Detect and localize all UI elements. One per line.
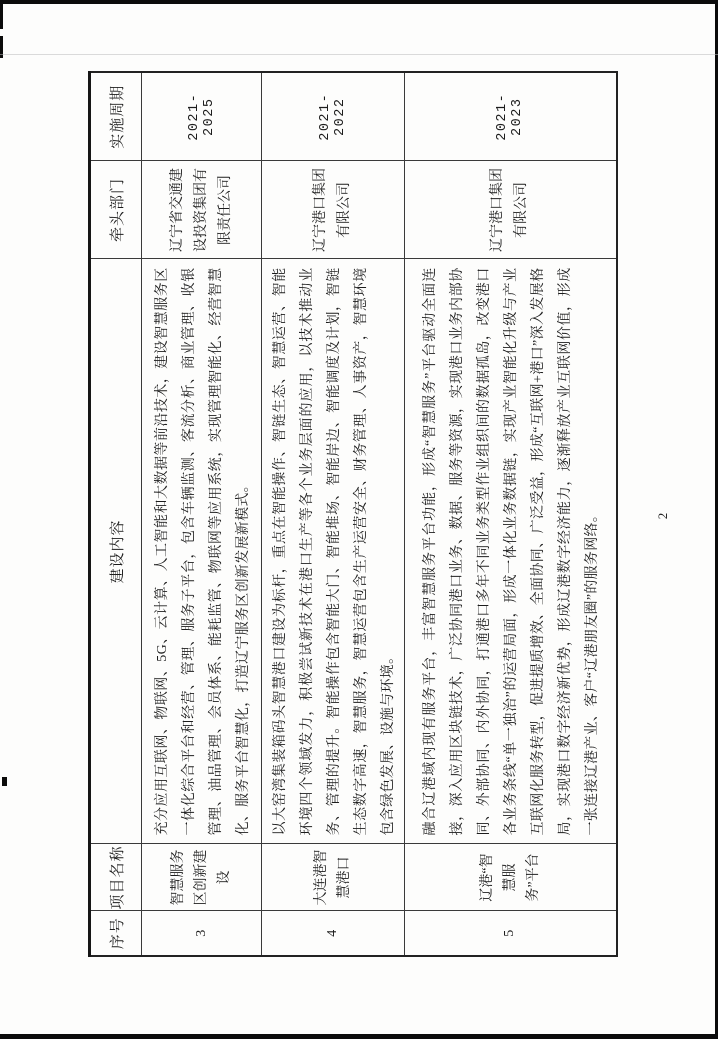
header-lead-department: 牵头部门 xyxy=(90,161,142,259)
construction-content: 以大窑湾集装箱码头智慧港口建设为标杆，重点在智能操作、智链生态、智慧运营、智能环境四个领域发力，积极尝试新技术在港口生产等各个业务层面的应用，以技术推动业务、管理的提升。智能操作包含智能大门、智能堆场、智能岸边、智能调度及计划，智链生态数字高速，智慧服务，智慧运营包含生产运营安全、财务管理、人事资产，智慧环境包含绿色发展、设施与环境。 xyxy=(262,259,405,844)
lead-department: 辽宁省交通建设投资集团有限责任公司 xyxy=(142,161,262,259)
table-row xyxy=(142,72,262,956)
row-index: 3 xyxy=(142,911,262,956)
implementation-period: 2021-2023 xyxy=(405,72,617,161)
table-row xyxy=(405,72,617,956)
construction-content: 融合辽港域内现有服务平台，丰富智慧服务平台功能，形成“智慧服务”平台驱动全面连接，深入应用区块链技术，广泛协同港口业务、数据、服务等资源，实现港口业务内部协同、外部协同、内外协同，打通港口多年不同业务类型作业组织间的数据孤岛，改变港口各业务条线“单一独治”的运营局面，形成一体化业务数据链，实现产业智能化升级与产业互联网化服务转型，促进提质增效、全面协同、广泛受益，形成“互联网+港口”深入发展格局，实现港口数字经济新优势，形成辽港数字经济能力，逐渐释放产业互联网价值，形成一张连接辽港产业、客户“辽港朋友圈”的服务网络。 xyxy=(405,259,617,844)
implementation-period: 2021-2022 xyxy=(262,72,405,161)
scan-artifact-fold-line xyxy=(0,54,718,55)
header-project-name: 项目名称 xyxy=(90,844,142,911)
implementation-period: 2021-2025 xyxy=(142,72,262,161)
header-construction-content: 建设内容 xyxy=(90,259,142,844)
project-name: 辽港“智慧服务”平台 xyxy=(405,844,617,911)
scan-artifact-left-blob xyxy=(2,777,7,786)
construction-content: 充分应用互联网、物联网、5G、云计算、人工智能和大数据等前沿技术，建设智慧服务区一体化综合平台和经营、管理、服务子平台，包含车辆监测、客流分析、商业管理、收银管理、油品管理、会员体系、能耗监管、物联网等应用系统，实现管理智能化、经营智慧化、服务平台智慧化，打造辽宁服务区创新发展新模式。 xyxy=(142,259,262,844)
row-index: 5 xyxy=(405,911,617,956)
table-header-row xyxy=(90,72,142,956)
project-name: 大连港智慧港口 xyxy=(262,844,405,911)
page-number: 2 xyxy=(655,512,670,520)
project-table xyxy=(88,71,618,957)
table-row xyxy=(262,72,405,956)
row-index: 4 xyxy=(262,911,405,956)
scan-artifact-top-bar xyxy=(0,0,718,4)
lead-department: 辽宁港口集团有限公司 xyxy=(262,161,405,259)
project-name: 智慧服务区创新建设 xyxy=(142,844,262,911)
scan-artifact-bottom-bar xyxy=(0,1034,718,1039)
lead-department: 辽宁港口集团有限公司 xyxy=(405,161,617,259)
scan-artifact-top-left-dash xyxy=(0,3,3,29)
header-implementation-period: 实施周期 xyxy=(90,72,142,161)
rotated-document-table xyxy=(88,73,612,957)
header-index: 序号 xyxy=(90,911,142,956)
